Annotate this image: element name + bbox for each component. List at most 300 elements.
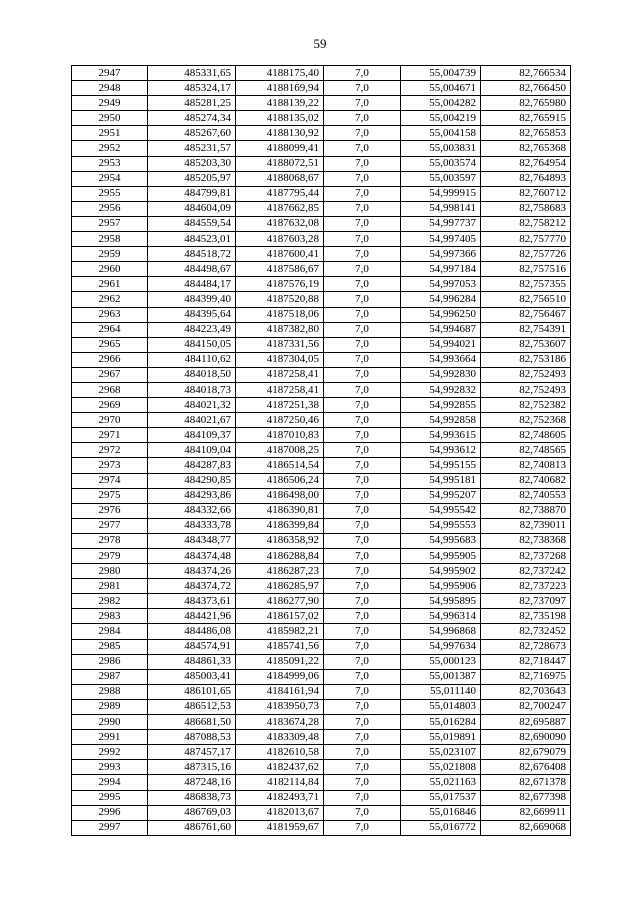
longitude-cell: 82,740553: [481, 488, 571, 503]
table-row: [72, 443, 571, 458]
y-coordinate-cell: 4182493,71: [236, 790, 324, 805]
y-coordinate-cell: 4182610,58: [236, 745, 324, 760]
height-cell: 7,0: [324, 775, 401, 790]
x-coordinate-cell: 484523,01: [148, 232, 236, 247]
x-coordinate-cell: 484109,04: [148, 443, 236, 458]
point-number-cell: 2950: [72, 111, 148, 126]
x-coordinate-cell: 485324,17: [148, 81, 236, 96]
longitude-cell: 82,757355: [481, 277, 571, 292]
x-coordinate-cell: 484021,32: [148, 398, 236, 413]
latitude-cell: 54,994021: [401, 337, 481, 352]
table-row: [72, 518, 571, 533]
longitude-cell: 82,728673: [481, 639, 571, 654]
latitude-cell: 55,016846: [401, 805, 481, 820]
point-number-cell: 2961: [72, 277, 148, 292]
y-coordinate-cell: 4187586,67: [236, 262, 324, 277]
point-number-cell: 2993: [72, 760, 148, 775]
longitude-cell: 82,752382: [481, 398, 571, 413]
x-coordinate-cell: 484861,33: [148, 654, 236, 669]
latitude-cell: 54,994687: [401, 322, 481, 337]
point-number-cell: 2994: [72, 775, 148, 790]
longitude-cell: 82,765980: [481, 96, 571, 111]
y-coordinate-cell: 4182114,84: [236, 775, 324, 790]
longitude-cell: 82,738368: [481, 533, 571, 548]
longitude-cell: 82,669911: [481, 805, 571, 820]
height-cell: 7,0: [324, 232, 401, 247]
longitude-cell: 82,700247: [481, 699, 571, 714]
point-number-cell: 2972: [72, 443, 148, 458]
latitude-cell: 55,021163: [401, 775, 481, 790]
y-coordinate-cell: 4187331,56: [236, 337, 324, 352]
point-number-cell: 2988: [72, 684, 148, 699]
y-coordinate-cell: 4183309,48: [236, 730, 324, 745]
height-cell: 7,0: [324, 307, 401, 322]
latitude-cell: 54,996250: [401, 307, 481, 322]
latitude-cell: 54,997405: [401, 232, 481, 247]
x-coordinate-cell: 484486,08: [148, 624, 236, 639]
latitude-cell: 54,996284: [401, 292, 481, 307]
table-row: [72, 156, 571, 171]
latitude-cell: 54,993612: [401, 443, 481, 458]
x-coordinate-cell: 485274,34: [148, 111, 236, 126]
height-cell: 7,0: [324, 81, 401, 96]
table-row: [72, 141, 571, 156]
point-number-cell: 2985: [72, 639, 148, 654]
height-cell: 7,0: [324, 156, 401, 171]
x-coordinate-cell: 484223,49: [148, 322, 236, 337]
x-coordinate-cell: 485003,41: [148, 669, 236, 684]
point-number-cell: 2979: [72, 549, 148, 564]
point-number-cell: 2975: [72, 488, 148, 503]
height-cell: 7,0: [324, 533, 401, 548]
point-number-cell: 2949: [72, 96, 148, 111]
longitude-cell: 82,739011: [481, 518, 571, 533]
y-coordinate-cell: 4188169,94: [236, 81, 324, 96]
point-number-cell: 2986: [72, 654, 148, 669]
longitude-cell: 82,716975: [481, 669, 571, 684]
longitude-cell: 82,760712: [481, 186, 571, 201]
x-coordinate-cell: 484333,78: [148, 518, 236, 533]
x-coordinate-cell: 484290,85: [148, 473, 236, 488]
table-row: [72, 609, 571, 624]
y-coordinate-cell: 4187600,41: [236, 247, 324, 262]
x-coordinate-cell: 484374,26: [148, 564, 236, 579]
x-coordinate-cell: 486681,50: [148, 715, 236, 730]
y-coordinate-cell: 4187518,06: [236, 307, 324, 322]
longitude-cell: 82,752368: [481, 413, 571, 428]
point-number-cell: 2976: [72, 503, 148, 518]
height-cell: 7,0: [324, 111, 401, 126]
x-coordinate-cell: 486838,73: [148, 790, 236, 805]
point-number-cell: 2953: [72, 156, 148, 171]
latitude-cell: 54,995207: [401, 488, 481, 503]
x-coordinate-cell: 484110,62: [148, 352, 236, 367]
y-coordinate-cell: 4187603,28: [236, 232, 324, 247]
latitude-cell: 54,997184: [401, 262, 481, 277]
table-row: [72, 382, 571, 397]
table-row: [72, 730, 571, 745]
x-coordinate-cell: 486769,03: [148, 805, 236, 820]
y-coordinate-cell: 4186399,84: [236, 518, 324, 533]
point-number-cell: 2959: [72, 247, 148, 262]
height-cell: 7,0: [324, 382, 401, 397]
height-cell: 7,0: [324, 201, 401, 216]
point-number-cell: 2978: [72, 533, 148, 548]
y-coordinate-cell: 4187576,19: [236, 277, 324, 292]
longitude-cell: 82,738870: [481, 503, 571, 518]
x-coordinate-cell: 484484,17: [148, 277, 236, 292]
height-cell: 7,0: [324, 639, 401, 654]
latitude-cell: 54,996314: [401, 609, 481, 624]
table-row: [72, 216, 571, 231]
longitude-cell: 82,740813: [481, 458, 571, 473]
x-coordinate-cell: 484574,91: [148, 639, 236, 654]
latitude-cell: 54,995155: [401, 458, 481, 473]
point-number-cell: 2963: [72, 307, 148, 322]
latitude-cell: 54,997366: [401, 247, 481, 262]
x-coordinate-cell: 484395,64: [148, 307, 236, 322]
latitude-cell: 55,016284: [401, 715, 481, 730]
y-coordinate-cell: 4186506,24: [236, 473, 324, 488]
y-coordinate-cell: 4187258,41: [236, 367, 324, 382]
coordinates-table-body: [72, 66, 571, 836]
y-coordinate-cell: 4187258,41: [236, 382, 324, 397]
longitude-cell: 82,748605: [481, 428, 571, 443]
latitude-cell: 55,001387: [401, 669, 481, 684]
coordinates-table: [71, 65, 571, 836]
table-row: [72, 699, 571, 714]
longitude-cell: 82,679079: [481, 745, 571, 760]
y-coordinate-cell: 4181959,67: [236, 820, 324, 835]
longitude-cell: 82,764954: [481, 156, 571, 171]
y-coordinate-cell: 4187304,05: [236, 352, 324, 367]
longitude-cell: 82,737242: [481, 564, 571, 579]
longitude-cell: 82,735198: [481, 609, 571, 624]
height-cell: 7,0: [324, 141, 401, 156]
x-coordinate-cell: 484374,48: [148, 549, 236, 564]
point-number-cell: 2955: [72, 186, 148, 201]
longitude-cell: 82,676408: [481, 760, 571, 775]
x-coordinate-cell: 485205,97: [148, 171, 236, 186]
longitude-cell: 82,718447: [481, 654, 571, 669]
longitude-cell: 82,754391: [481, 322, 571, 337]
x-coordinate-cell: 486512,53: [148, 699, 236, 714]
height-cell: 7,0: [324, 503, 401, 518]
latitude-cell: 54,998141: [401, 201, 481, 216]
height-cell: 7,0: [324, 715, 401, 730]
x-coordinate-cell: 484018,50: [148, 367, 236, 382]
x-coordinate-cell: 484421,96: [148, 609, 236, 624]
point-number-cell: 2947: [72, 66, 148, 81]
point-number-cell: 2952: [72, 141, 148, 156]
latitude-cell: 54,995895: [401, 594, 481, 609]
point-number-cell: 2960: [72, 262, 148, 277]
table-row: [72, 624, 571, 639]
y-coordinate-cell: 4188135,02: [236, 111, 324, 126]
y-coordinate-cell: 4188139,22: [236, 96, 324, 111]
latitude-cell: 55,003831: [401, 141, 481, 156]
y-coordinate-cell: 4187632,08: [236, 216, 324, 231]
point-number-cell: 2966: [72, 352, 148, 367]
x-coordinate-cell: 484498,67: [148, 262, 236, 277]
latitude-cell: 54,995902: [401, 564, 481, 579]
point-number-cell: 2969: [72, 398, 148, 413]
table-row: [72, 352, 571, 367]
point-number-cell: 2956: [72, 201, 148, 216]
latitude-cell: 54,993664: [401, 352, 481, 367]
y-coordinate-cell: 4186358,92: [236, 533, 324, 548]
y-coordinate-cell: 4188175,40: [236, 66, 324, 81]
height-cell: 7,0: [324, 352, 401, 367]
table-row: [72, 232, 571, 247]
latitude-cell: 55,004219: [401, 111, 481, 126]
longitude-cell: 82,765915: [481, 111, 571, 126]
longitude-cell: 82,758683: [481, 201, 571, 216]
latitude-cell: 54,997737: [401, 216, 481, 231]
table-row: [72, 201, 571, 216]
table-row: [72, 428, 571, 443]
table-row: [72, 805, 571, 820]
latitude-cell: 55,003574: [401, 156, 481, 171]
point-number-cell: 2964: [72, 322, 148, 337]
latitude-cell: 55,004282: [401, 96, 481, 111]
y-coordinate-cell: 4184161,94: [236, 684, 324, 699]
x-coordinate-cell: 486761,60: [148, 820, 236, 835]
height-cell: 7,0: [324, 624, 401, 639]
point-number-cell: 2980: [72, 564, 148, 579]
point-number-cell: 2984: [72, 624, 148, 639]
x-coordinate-cell: 484559,54: [148, 216, 236, 231]
latitude-cell: 54,993615: [401, 428, 481, 443]
x-coordinate-cell: 484150,05: [148, 337, 236, 352]
page-number: 59: [313, 36, 327, 51]
x-coordinate-cell: 484399,40: [148, 292, 236, 307]
latitude-cell: 55,014803: [401, 699, 481, 714]
longitude-cell: 82,737223: [481, 579, 571, 594]
y-coordinate-cell: 4186288,84: [236, 549, 324, 564]
longitude-cell: 82,695887: [481, 715, 571, 730]
table-row: [72, 458, 571, 473]
height-cell: 7,0: [324, 730, 401, 745]
point-number-cell: 2987: [72, 669, 148, 684]
height-cell: 7,0: [324, 443, 401, 458]
latitude-cell: 55,003597: [401, 171, 481, 186]
latitude-cell: 54,992858: [401, 413, 481, 428]
y-coordinate-cell: 4187250,46: [236, 413, 324, 428]
latitude-cell: 54,995906: [401, 579, 481, 594]
x-coordinate-cell: 485231,57: [148, 141, 236, 156]
longitude-cell: 82,753607: [481, 337, 571, 352]
y-coordinate-cell: 4186285,97: [236, 579, 324, 594]
height-cell: 7,0: [324, 790, 401, 805]
height-cell: 7,0: [324, 262, 401, 277]
height-cell: 7,0: [324, 805, 401, 820]
latitude-cell: 54,995683: [401, 533, 481, 548]
point-number-cell: 2992: [72, 745, 148, 760]
point-number-cell: 2977: [72, 518, 148, 533]
longitude-cell: 82,756510: [481, 292, 571, 307]
point-number-cell: 2962: [72, 292, 148, 307]
height-cell: 7,0: [324, 322, 401, 337]
longitude-cell: 82,752493: [481, 367, 571, 382]
height-cell: 7,0: [324, 488, 401, 503]
longitude-cell: 82,758212: [481, 216, 571, 231]
x-coordinate-cell: 484332,66: [148, 503, 236, 518]
height-cell: 7,0: [324, 760, 401, 775]
x-coordinate-cell: 486101,65: [148, 684, 236, 699]
longitude-cell: 82,764893: [481, 171, 571, 186]
latitude-cell: 55,004158: [401, 126, 481, 141]
point-number-cell: 2970: [72, 413, 148, 428]
table-row: [72, 111, 571, 126]
latitude-cell: 55,004739: [401, 66, 481, 81]
table-row: [72, 292, 571, 307]
y-coordinate-cell: 4187520,88: [236, 292, 324, 307]
longitude-cell: 82,669068: [481, 820, 571, 835]
table-row: [72, 564, 571, 579]
x-coordinate-cell: 485331,65: [148, 66, 236, 81]
height-cell: 7,0: [324, 669, 401, 684]
latitude-cell: 55,004671: [401, 81, 481, 96]
point-number-cell: 2951: [72, 126, 148, 141]
y-coordinate-cell: 4186277,90: [236, 594, 324, 609]
x-coordinate-cell: 484799,81: [148, 186, 236, 201]
table-row: [72, 171, 571, 186]
longitude-cell: 82,756467: [481, 307, 571, 322]
x-coordinate-cell: 487457,17: [148, 745, 236, 760]
latitude-cell: 54,999915: [401, 186, 481, 201]
y-coordinate-cell: 4186157,02: [236, 609, 324, 624]
point-number-cell: 2981: [72, 579, 148, 594]
table-row: [72, 669, 571, 684]
y-coordinate-cell: 4183674,28: [236, 715, 324, 730]
y-coordinate-cell: 4187008,25: [236, 443, 324, 458]
y-coordinate-cell: 4188068,67: [236, 171, 324, 186]
latitude-cell: 54,992830: [401, 367, 481, 382]
table-row: [72, 186, 571, 201]
x-coordinate-cell: 484518,72: [148, 247, 236, 262]
x-coordinate-cell: 485267,60: [148, 126, 236, 141]
longitude-cell: 82,757516: [481, 262, 571, 277]
latitude-cell: 54,995553: [401, 518, 481, 533]
longitude-cell: 82,737097: [481, 594, 571, 609]
y-coordinate-cell: 4188130,92: [236, 126, 324, 141]
latitude-cell: 55,023107: [401, 745, 481, 760]
latitude-cell: 54,992832: [401, 382, 481, 397]
point-number-cell: 2957: [72, 216, 148, 231]
table-row: [72, 579, 571, 594]
y-coordinate-cell: 4188072,51: [236, 156, 324, 171]
y-coordinate-cell: 4182437,62: [236, 760, 324, 775]
height-cell: 7,0: [324, 820, 401, 835]
point-number-cell: 2991: [72, 730, 148, 745]
table-row: [72, 820, 571, 835]
x-coordinate-cell: 485203,30: [148, 156, 236, 171]
point-number-cell: 2968: [72, 382, 148, 397]
latitude-cell: 54,996868: [401, 624, 481, 639]
height-cell: 7,0: [324, 413, 401, 428]
table-row: [72, 684, 571, 699]
height-cell: 7,0: [324, 609, 401, 624]
table-row: [72, 745, 571, 760]
x-coordinate-cell: 487315,16: [148, 760, 236, 775]
latitude-cell: 55,021808: [401, 760, 481, 775]
table-row: [72, 488, 571, 503]
latitude-cell: 55,016772: [401, 820, 481, 835]
y-coordinate-cell: 4187662,85: [236, 201, 324, 216]
table-row: [72, 66, 571, 81]
table-row: [72, 654, 571, 669]
y-coordinate-cell: 4185982,21: [236, 624, 324, 639]
longitude-cell: 82,732452: [481, 624, 571, 639]
longitude-cell: 82,766534: [481, 66, 571, 81]
x-coordinate-cell: 484604,09: [148, 201, 236, 216]
x-coordinate-cell: 484109,37: [148, 428, 236, 443]
table-row: [72, 247, 571, 262]
height-cell: 7,0: [324, 96, 401, 111]
latitude-cell: 55,011140: [401, 684, 481, 699]
height-cell: 7,0: [324, 367, 401, 382]
latitude-cell: 54,997053: [401, 277, 481, 292]
y-coordinate-cell: 4186390,81: [236, 503, 324, 518]
point-number-cell: 2971: [72, 428, 148, 443]
y-coordinate-cell: 4187251,38: [236, 398, 324, 413]
y-coordinate-cell: 4188099,41: [236, 141, 324, 156]
point-number-cell: 2958: [72, 232, 148, 247]
point-number-cell: 2954: [72, 171, 148, 186]
longitude-cell: 82,690090: [481, 730, 571, 745]
table-row: [72, 594, 571, 609]
table-row: [72, 277, 571, 292]
point-number-cell: 2974: [72, 473, 148, 488]
x-coordinate-cell: 485281,25: [148, 96, 236, 111]
longitude-cell: 82,752493: [481, 382, 571, 397]
point-number-cell: 2997: [72, 820, 148, 835]
table-row: [72, 96, 571, 111]
height-cell: 7,0: [324, 594, 401, 609]
latitude-cell: 54,995181: [401, 473, 481, 488]
x-coordinate-cell: 484287,83: [148, 458, 236, 473]
y-coordinate-cell: 4187382,80: [236, 322, 324, 337]
longitude-cell: 82,765853: [481, 126, 571, 141]
longitude-cell: 82,757770: [481, 232, 571, 247]
height-cell: 7,0: [324, 428, 401, 443]
table-row: [72, 775, 571, 790]
x-coordinate-cell: 484374,72: [148, 579, 236, 594]
longitude-cell: 82,765368: [481, 141, 571, 156]
height-cell: 7,0: [324, 292, 401, 307]
longitude-cell: 82,703643: [481, 684, 571, 699]
table-row: [72, 307, 571, 322]
table-row: [72, 473, 571, 488]
table-row: [72, 337, 571, 352]
point-number-cell: 2948: [72, 81, 148, 96]
point-number-cell: 2983: [72, 609, 148, 624]
latitude-cell: 54,995542: [401, 503, 481, 518]
point-number-cell: 2973: [72, 458, 148, 473]
table-row: [72, 715, 571, 730]
y-coordinate-cell: 4185091,22: [236, 654, 324, 669]
latitude-cell: 55,000123: [401, 654, 481, 669]
latitude-cell: 54,995905: [401, 549, 481, 564]
x-coordinate-cell: 487088,53: [148, 730, 236, 745]
table-row: [72, 81, 571, 96]
height-cell: 7,0: [324, 66, 401, 81]
x-coordinate-cell: 484293,86: [148, 488, 236, 503]
height-cell: 7,0: [324, 564, 401, 579]
x-coordinate-cell: 487248,16: [148, 775, 236, 790]
latitude-cell: 55,019891: [401, 730, 481, 745]
